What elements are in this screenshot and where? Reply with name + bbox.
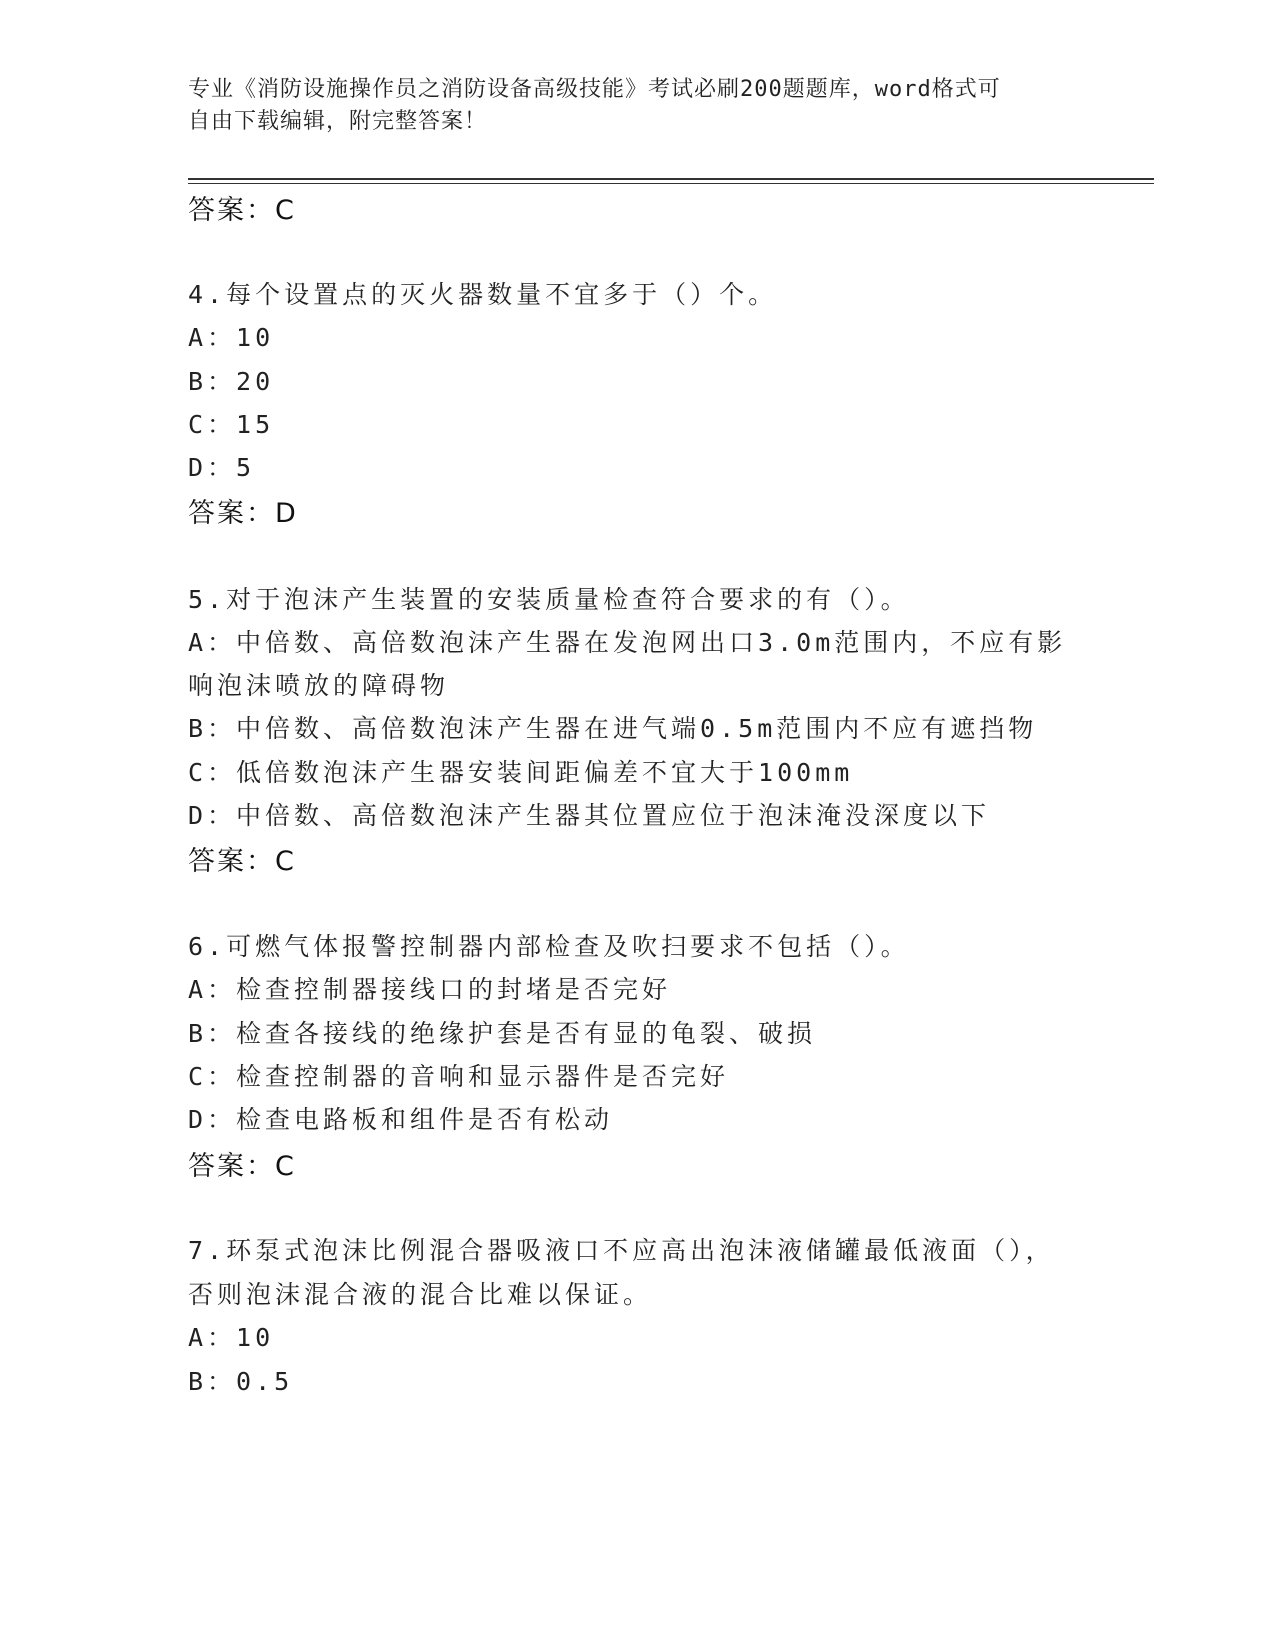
answer-q6: 答案：C <box>188 1151 296 1182</box>
question-4-option-c: C：15 <box>188 410 275 439</box>
question-4-option-d: D：5 <box>188 453 256 482</box>
question-4-option-b: B：20 <box>188 367 275 396</box>
question-5-option-b: B：中倍数、高倍数泡沫产生器在进气端0.5m范围内不应有遮挡物 <box>188 714 1038 743</box>
answer-q4: 答案：D <box>188 498 298 529</box>
question-5-option-d: D：中倍数、高倍数泡沫产生器其位置应位于泡沫淹没深度以下 <box>188 801 991 830</box>
question-7-stem-line-2: 否则泡沫混合液的混合比难以保证。 <box>188 1280 653 1309</box>
question-5-option-a-line-2: 响泡沫喷放的障碍物 <box>188 671 450 700</box>
question-6-option-b: B：检查各接线的绝缘护套是否有显的龟裂、破损 <box>188 1019 817 1048</box>
question-5-option-a-line-1: A：中倍数、高倍数泡沫产生器在发泡网出口3.0m范围内，不应有影 <box>188 628 1067 657</box>
question-6-option-d: D：检查电路板和组件是否有松动 <box>188 1105 614 1134</box>
question-5-stem: 5.对于泡沫产生装置的安装质量检查符合要求的有（）。 <box>188 585 910 614</box>
answer-q5: 答案：C <box>188 846 296 877</box>
answer-q3: 答案：C <box>188 195 296 226</box>
question-7-option-a: A：10 <box>188 1323 275 1352</box>
question-6-stem: 6.可燃气体报警控制器内部检查及吹扫要求不包括（）。 <box>188 932 910 961</box>
header-line-1: 专业《消防设施操作员之消防设备高级技能》考试必刷200题题库，word格式可 <box>188 77 1001 102</box>
header-line-2: 自由下载编辑，附完整答案！ <box>188 109 488 134</box>
question-7-stem-line-1: 7.环泵式泡沫比例混合器吸液口不应高出泡沫液储罐最低液面（）， <box>188 1236 1055 1265</box>
question-6-option-a: A：检查控制器接线口的封堵是否完好 <box>188 975 672 1004</box>
question-5-option-c: C：低倍数泡沫产生器安装间距偏差不宜大于100mm <box>188 758 854 787</box>
header-divider-thin <box>188 183 1154 184</box>
question-4-option-a: A：10 <box>188 323 275 352</box>
header-divider-thick <box>188 178 1154 180</box>
question-6-option-c: C：检查控制器的音响和显示器件是否完好 <box>188 1062 730 1091</box>
question-4-stem: 4.每个设置点的灭火器数量不宜多于（）个。 <box>188 280 778 309</box>
question-7-option-b: B：0.5 <box>188 1367 294 1396</box>
document-header <box>188 74 1068 138</box>
